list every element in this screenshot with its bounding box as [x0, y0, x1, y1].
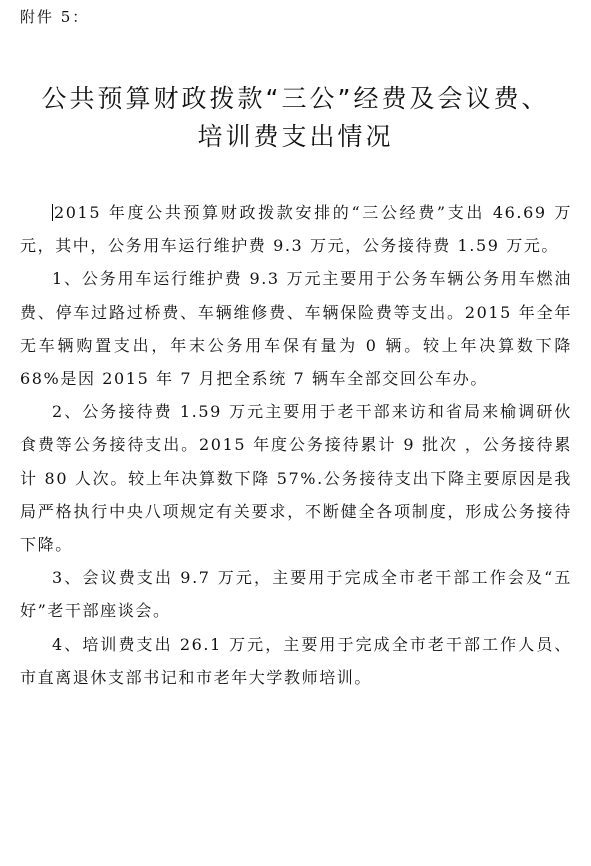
paragraph-summary [20, 196, 572, 262]
paragraph-reception-expense: 2、公务接待费 1.59 万元主要用于老干部来访和省局来榆调研伙食费等公务接待支出。2015 年度公务接待累计 9 批次 ，公务接待累计 80 人次。较上年决算数下降 57%.公务接待支出下降主要原因是我局严格执行中央八项规定有关要求，不断健全各项制度，形成公务接待下降。 [20, 402, 572, 555]
attachment-label: 附件 5： [20, 8, 90, 26]
text-cursor [52, 204, 53, 221]
paragraph-meeting-expense: 3、会议费支出 9.7 万元，主要用于完成全市老干部工作会及“五好”老干部座谈会。 [20, 568, 572, 621]
document-title-line-2: 培训费支出情况 [197, 122, 394, 151]
paragraph-training-expense: 4、培训费支出 26.1 万元，主要用于完成全市老干部工作人员、市直离退休支部书记和市老年大学教师培训。 [20, 634, 572, 687]
document-body[interactable] [20, 196, 572, 694]
paragraph-summary-text: 2015 年度公共预算财政拨款安排的“三公经费”支出 46.69 万元，其中，公务用车运行维护费 9.3 万元，公务接待费 1.59 万元。 [20, 203, 572, 256]
document-title-line-1: 公共预算财政拨款“三公”经费及会议费、 [41, 84, 550, 113]
paragraph-vehicle-expense: 1、公务用车运行维护费 9.3 万元主要用于公务车辆公务用车燃油费、停车过路过桥费、车辆维修费、车辆保险费等支出。2015 年全年无车辆购置支出，年末公务用车保有量为 0 辆。较上年决算数下降 68%是因 2015 年 7 月把全系统 7 辆车全部交回公车办。 [20, 269, 572, 389]
